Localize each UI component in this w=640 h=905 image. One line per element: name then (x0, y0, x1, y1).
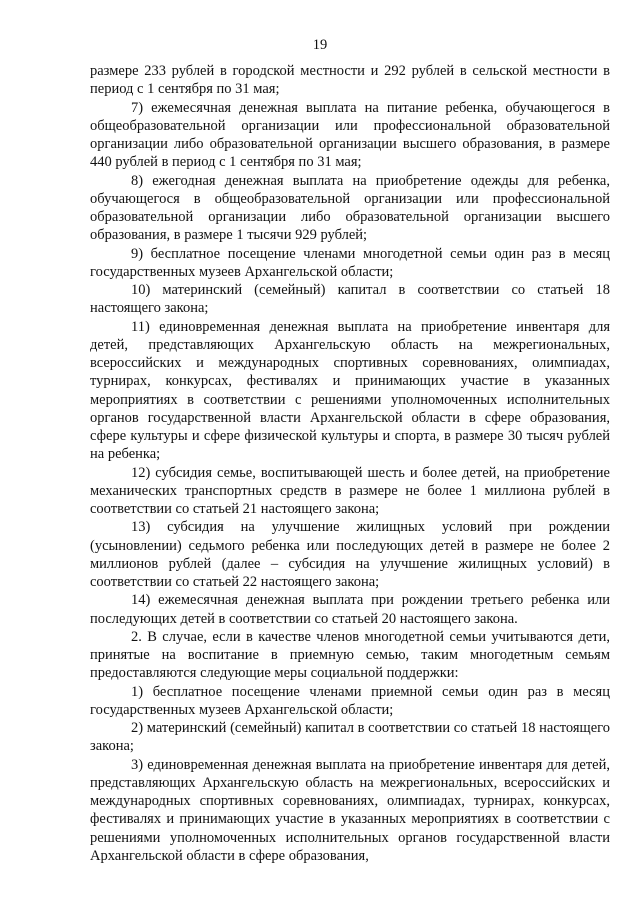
paragraph-item-10: 10) материнский (семейный) капитал в соответствии со статьей 18 настоящего закона; (90, 282, 610, 317)
paragraph-section-2: 2. В случае, если в качестве членов многодетной семьи учитываются дети, принятые на воспитание в приемную семью, таким многодетным семьям предоставляются следующие меры социальной поддержки: (90, 628, 610, 682)
paragraph-subitem-1: 1) бесплатное посещение членами приемной семьи один раз в месяц государственных музеев Архангельской области; (90, 683, 610, 718)
page-number: 19 (312, 37, 328, 53)
paragraph-item-11: 11) единовременная денежная выплата на приобретение инвентаря для детей, представляющих Архангельскую область на межрегиональных, всероссийских и международных спортивных соревнованиях, олимпиадах, турнирах, конкурсах, фестивалях и принимающих участие в указанных мероприятиях в соответствии с решениями уполномоченных исполнительных органов государственной власти Архангельской области в сфере образования, сфере культуры и сфере физической культуры и спорта, в размере 30 тысяч рублей на ребенка; (90, 318, 610, 463)
paragraph-item-12: 12) субсидия семье, воспитывающей шесть и более детей, на приобретение механических транспортных средств в размере не более 1 миллиона рублей в соответствии со статьей 21 настоящего закона; (90, 464, 610, 517)
paragraph-continuation: размере 233 рублей в городской местности и 292 рублей в сельской местности в период с 1 сентября по 31 мая; (90, 63, 610, 98)
document-body (90, 62, 610, 865)
paragraph-subitem-2: 2) материнский (семейный) капитал в соответствии со статьей 18 настоящего закона; (90, 720, 610, 755)
paragraph-item-9: 9) бесплатное посещение членами многодетной семьи один раз в месяц государственных музеев Архангельской области; (90, 245, 610, 280)
paragraph-item-14: 14) ежемесячная денежная выплата при рождении третьего ребенка или последующих детей в соответствии со статьей 20 настоящего закона. (90, 592, 610, 627)
paragraph-item-13: 13) субсидия на улучшение жилищных условий при рождении (усыновлении) седьмого ребенка или последующих детей в размере не более 2 миллионов рублей (далее – субсидия на улучшение жилищных условий) в соответствии со статьей 22 настоящего закона; (90, 519, 610, 590)
paragraph-subitem-3: 3) единовременная денежная выплата на приобретение инвентаря для детей, представляющих Архангельскую область на межрегиональных, всероссийских и международных спортивных соревнованиях, олимпиадах, турнирах, конкурсах, фестивалях и принимающих участие в указанных мероприятиях в соответствии с решениями уполномоченных исполнительных органов государственной власти Архангельской области в сфере образования, (90, 756, 610, 864)
paragraph-item-7: 7) ежемесячная денежная выплата на питание ребенка, обучающегося в общеобразовательной организации или профессиональной образовательной организации либо образовательной организации высшего образования, в размере 440 рублей в период с 1 сентября по 31 мая; (90, 99, 610, 171)
paragraph-item-8: 8) ежегодная денежная выплата на приобретение одежды для ребенка, обучающегося в общеобразовательной организации или профессиональной образовательной организации либо образовательной организации высшего образования, в размере 1 тысячи 929 рублей; (90, 172, 610, 244)
